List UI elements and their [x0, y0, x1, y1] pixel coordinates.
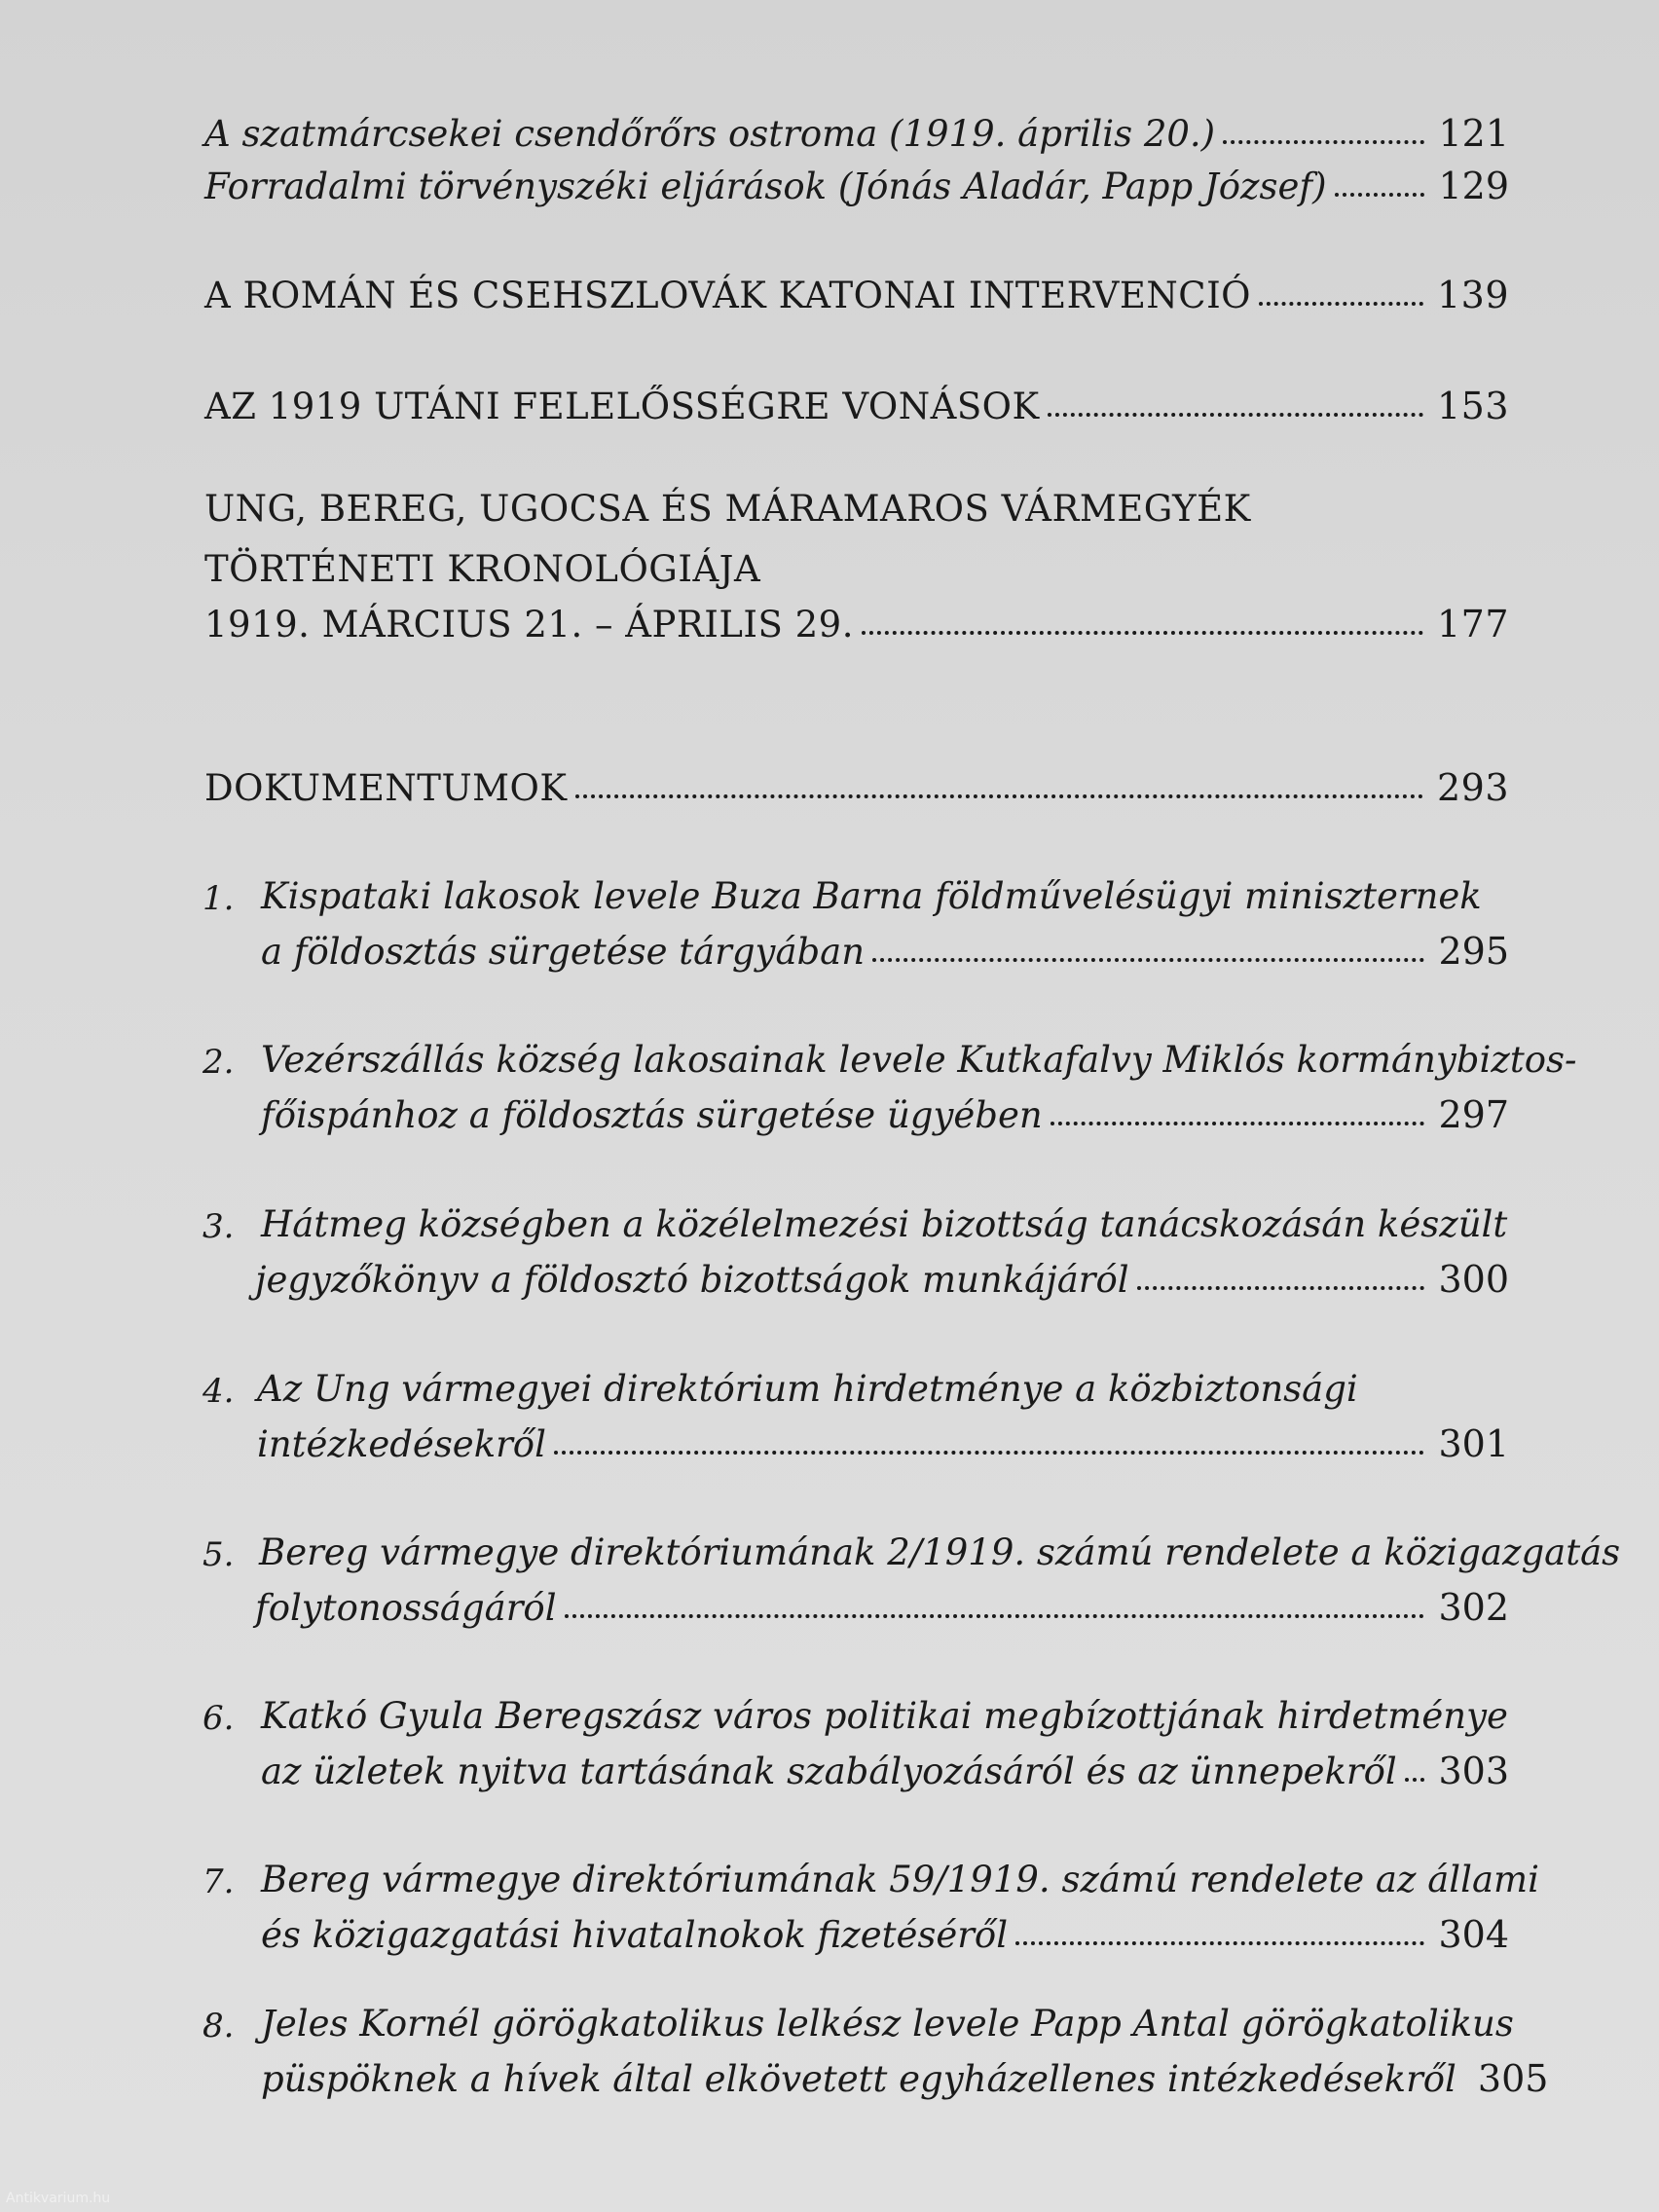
- toc-section-title: UNG, BEREG, UGOCSA ÉS MÁRAMAROS VÁRMEGYÉK: [204, 488, 1251, 530]
- leader-dots: [862, 631, 1423, 635]
- doc-number: 5.: [203, 1535, 235, 1574]
- toc-entry: [255, 1258, 1509, 1301]
- toc-page-number: 153: [1436, 385, 1509, 427]
- toc-page-number: 297: [1438, 1093, 1509, 1136]
- doc-number: 2.: [203, 1043, 235, 1082]
- toc-entry: [204, 112, 1509, 155]
- doc-title: Vezérszállás község lakosainak levele Kutkafalvy Miklós kormánybiztos-: [261, 1039, 1577, 1081]
- leader-dots: [872, 958, 1424, 962]
- toc-section-title: DOKUMENTUMOK: [204, 767, 568, 809]
- doc-title: Bereg vármegye direktóriumának 59/1919. számú rendelete az állami: [261, 1859, 1539, 1900]
- doc-title: az üzletek nyitva tartásának szabályozásáról és az ünnepekről: [261, 1751, 1397, 1792]
- toc-entry: [204, 165, 1509, 207]
- doc-title: jegyzőkönyv a földosztó bizottságok munkájáról: [255, 1259, 1129, 1301]
- toc-section-title: TÖRTÉNETI KRONOLÓGIÁJA: [204, 548, 761, 590]
- doc-number: 8.: [203, 2007, 235, 2046]
- doc-title: folytonosságáról: [255, 1587, 557, 1629]
- toc-page-number: 139: [1436, 274, 1509, 316]
- toc-section: [204, 766, 1509, 809]
- toc-entry: [261, 1913, 1509, 1956]
- toc-entry: [261, 1750, 1509, 1792]
- toc-section-title: AZ 1919 UTÁNI FELELŐSSÉGRE VONÁSOK: [204, 386, 1040, 427]
- toc-page-number: 301: [1438, 1422, 1509, 1465]
- toc-entry: [261, 930, 1509, 973]
- toc-page-number: 302: [1438, 1586, 1509, 1629]
- toc-page-number: 177: [1436, 603, 1509, 645]
- leader-dots: [1015, 1941, 1424, 1945]
- doc-title: főispánhoz a földosztás sürgetése ügyében: [261, 1094, 1043, 1136]
- toc-page-number: 295: [1438, 930, 1509, 973]
- toc-entry: [257, 1422, 1509, 1465]
- leader-dots: [1405, 1778, 1425, 1782]
- toc-page-number: 121: [1438, 112, 1509, 155]
- leader-dots: [1137, 1286, 1425, 1290]
- doc-number: 4.: [203, 1372, 235, 1411]
- leader-dots: [1259, 302, 1423, 306]
- doc-title: Az Ung vármegyei direktórium hirdetménye a közbiztonsági: [257, 1368, 1358, 1410]
- leader-dots: [565, 1614, 1425, 1618]
- doc-title: Katkó Gyula Beregszász város politikai megbízottjának hirdetménye: [261, 1695, 1508, 1737]
- leader-dots: [1048, 413, 1423, 417]
- doc-number: 7.: [203, 1862, 235, 1901]
- doc-title: és közigazgatási hivatalnokok fizetéséről: [261, 1914, 1009, 1956]
- doc-title: Jeles Kornél görögkatolikus lelkész levele Papp Antal görögkatolikus: [261, 2003, 1514, 2045]
- watermark: Antikvarium.hu: [6, 2191, 111, 2206]
- doc-title: a földosztás sürgetése tárgyában: [261, 931, 866, 973]
- toc-page-number: 304: [1438, 1913, 1509, 1956]
- leader-dots: [554, 1451, 1425, 1455]
- doc-title: Bereg vármegye direktóriumának 2/1919. számú rendelete a közigazgatás: [259, 1531, 1621, 1573]
- leader-dots: [575, 794, 1423, 798]
- toc-section: [204, 603, 1509, 645]
- doc-title: Hátmeg községben a közélelmezési bizottság tanácskozásán készült: [261, 1203, 1508, 1245]
- toc-page-number: 293: [1436, 766, 1509, 809]
- toc-section: [204, 385, 1509, 427]
- toc-entry-title: A szatmárcsekei csendőrőrs ostroma (1919. április 20.): [204, 113, 1216, 155]
- toc-page-number: 303: [1438, 1750, 1509, 1792]
- doc-title: püspöknek a hívek által elkövetett egyházellenes intézkedésekről: [261, 2058, 1456, 2100]
- toc-entry: [261, 1093, 1509, 1136]
- doc-title: intézkedésekről: [257, 1423, 546, 1465]
- toc-page-number: 305: [1477, 2057, 1549, 2100]
- toc-section: [204, 274, 1509, 316]
- doc-number: 1.: [203, 879, 235, 918]
- toc-entry: [261, 2057, 1549, 2100]
- doc-title: Kispataki lakosok levele Buza Barna földművelésügyi miniszternek: [261, 875, 1482, 917]
- toc-section-title: A ROMÁN ÉS CSEHSZLOVÁK KATONAI INTERVENCIÓ: [204, 275, 1252, 316]
- doc-number: 6.: [203, 1699, 235, 1738]
- toc-entry: [255, 1586, 1509, 1629]
- toc-page-number: 300: [1438, 1258, 1509, 1301]
- leader-dots: [1051, 1122, 1425, 1125]
- leader-dots: [1335, 193, 1425, 197]
- toc-entry-title: Forradalmi törvényszéki eljárások (Jónás Aladár, Papp József): [204, 166, 1327, 207]
- toc-page-number: 129: [1438, 165, 1509, 207]
- toc-section-title: 1919. MÁRCIUS 21. – ÁPRILIS 29.: [204, 604, 854, 645]
- leader-dots: [1223, 140, 1424, 144]
- doc-number: 3.: [203, 1207, 235, 1246]
